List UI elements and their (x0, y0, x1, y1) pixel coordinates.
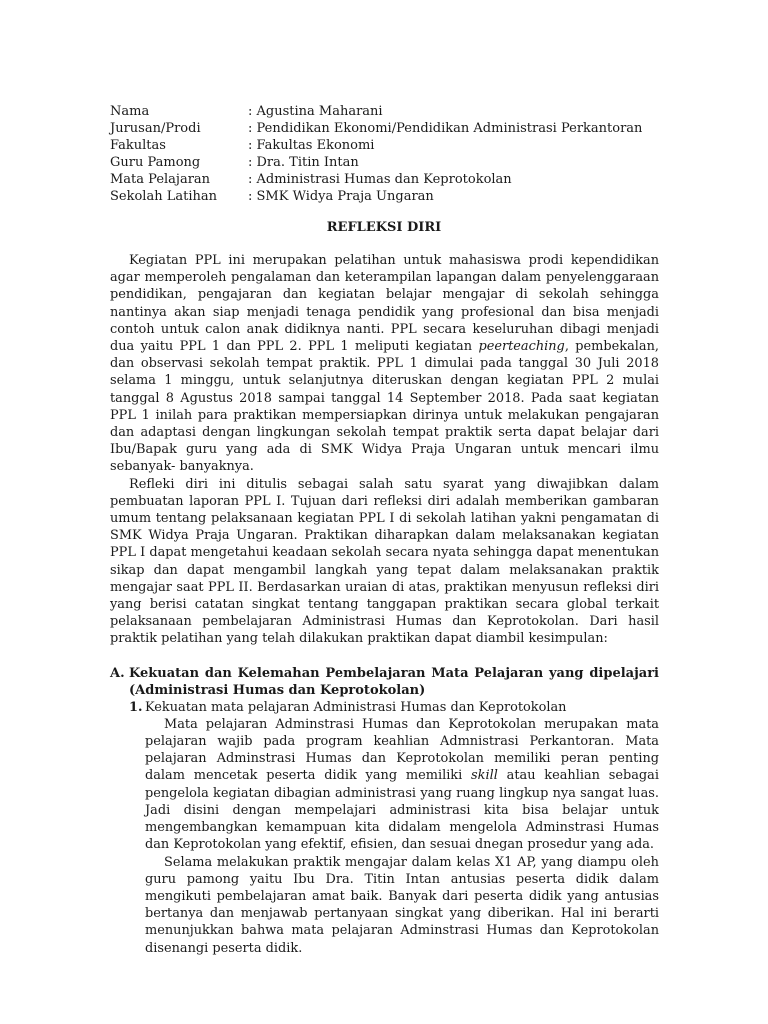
meta-label: Jurusan/Prodi (110, 121, 201, 136)
document-body (110, 252, 659, 957)
meta-value: : Agustina Maharani (248, 104, 383, 119)
meta-label: Guru Pamong (110, 155, 201, 170)
paragraph-2: Refleki diri ini ditulis sebagai salah satu syarat yang diwajibkan dalam pembuatan laporan PPL I. Tujuan dari refleksi diri adalah memberikan gambaran umum tentang pelaksanaan kegiatan PPL I di sekolah latihan yakni pengamatan di SMK Widya Praja Ungaran. Praktikan diharapkan dalam melaksanakan kegiatan PPL I dapat mengetahui keadaan sekolah secara nyata sehingga dapat menentukan sikap dan dapat mengambil langkah yang tepat dalam melaksanakan praktik mengajar saat PPL II. Berdasarkan uraian di atas, praktikan menyusun refleksi diri yang berisi catatan singkat tentang tanggapan praktikan secara global terkait pelaksanaan pembelajaran Administrasi Humas dan Keprotokolan. Dari hasil praktik pelatihan yang telah dilakukan praktikan dapat diambil kesimpulan: (110, 476, 659, 647)
meta-label: Fakultas (110, 138, 166, 153)
section-a-letter: A. (110, 665, 125, 681)
subsection-1-paragraph-1-text-a: Mata pelajaran Adminstrasi Humas dan Keprotokolan merupakan mata pelajaran wajib pada program keahlian Admnistrasi Perkantoran. Mata pelajaran Adminstrasi Humas dan Keprotokolan memiliki peran penting dalam mencetak peserta didik yang memiliki (145, 716, 659, 784)
subsection-1-body (145, 716, 659, 957)
meta-value: : Pendidikan Ekonomi/Pendidikan Administrasi Perkantoran (248, 121, 643, 136)
meta-value: : SMK Widya Praja Ungaran (248, 189, 434, 204)
meta-label: Sekolah Latihan (110, 189, 217, 204)
subsection-1-paragraph-1-text-b: atau keahlian sebagai pengelola kegiatan dibagian administrasi yang ruang lingkup nya sangat luas. Jadi disini dengan mempelajari administrasi kita bisa belajar untuk mengembangkan kemampuan kita didalam mengelola Adminstrasi Humas dan Keprotokolan yang efektif, efisien, dan sesuai dnegan prosedur yang ada. (145, 768, 659, 853)
subsection-1-paragraph-2: Selama melakukan praktik mengajar dalam kelas X1 AP, yang diampu oleh guru pamong yaitu Ibu Dra. Titin Intan antusias peserta didik dalam mengikuti pembelajaran amat baik. Banyak dari peserta didik yang antusias bertanya dan menjawab pertanyaan singkat yang diberikan. Hal ini berarti menunjukkan bahwa mata pelajaran Adminstrasi Humas dan Keprotokolan disenangi peserta didik. (145, 854, 659, 956)
meta-label: Nama (110, 104, 150, 119)
subsection-1-paragraph-1-italic: skill (471, 768, 498, 784)
subsection-1-heading (129, 699, 659, 716)
meta-row-jurusan (110, 120, 642, 137)
paragraph-1 (110, 252, 659, 476)
meta-value: : Dra. Titin Intan (248, 155, 359, 170)
section-a-heading (110, 665, 659, 699)
paragraph-1-text-a: Kegiatan PPL ini merupakan pelatihan untuk mahasiswa prodi kependidikan agar memperoleh pengalaman dan keterampilan lapangan dalam penyelenggaraan pendidikan, pengajaran dan kegiatan belajar mengajar di sekolah sehingga nantinya akan siap menjadi tenaga pendidik yang profesional dan bisa menjadi contoh untuk calon anak didiknya nanti. PPL secara keseluruhan dibagi menjadi dua yaitu PPL 1 dan PPL 2. PPL 1 meliputi kegiatan (110, 253, 659, 355)
meta-value: : Fakultas Ekonomi (248, 138, 375, 153)
subsection-1-paragraph-1 (145, 716, 659, 854)
paragraph-1-italic: peerteaching (478, 339, 565, 355)
document-title: REFLEKSI DIRI (326, 220, 442, 235)
meta-label: Mata Pelajaran (110, 172, 211, 187)
subsection-1-number: 1. (129, 699, 143, 715)
meta-value: : Administrasi Humas dan Keprotokolan (248, 172, 512, 187)
meta-row-sekolah (110, 188, 642, 205)
meta-row-mata-pelajaran (110, 171, 642, 188)
subsection-1-title: Kekuatan mata pelajaran Administrasi Humas dan Keprotokolan (145, 699, 567, 715)
section-a (110, 665, 659, 957)
meta-row-guru-pamong (110, 154, 642, 171)
paragraph-1-text-b: , pembekalan, dan observasi sekolah tempat praktik. PPL 1 dimulai pada tanggal 30 Juli 2018 selama 1 minggu, untuk selanjutnya diteruskan dengan kegiatan PPL 2 mulai tanggal 8 Agustus 2018 sampai tanggal 14 September 2018. Pada saat kegiatan PPL 1 inilah para praktikan mempersiapkan dirinya untuk melakukan pengajaran dan adaptasi dengan lingkungan sekolah tempat praktik serta dapat belajar dari Ibu/Bapak guru yang ada di SMK Widya Praja Ungaran untuk mencari ilmu sebanyak- banyaknya. (110, 339, 659, 475)
meta-row-nama (110, 103, 642, 120)
identity-block (110, 103, 642, 205)
section-a-heading-text: Kekuatan dan Kelemahan Pembelajaran Mata Pelajaran yang dipelajari (Administrasi Humas dan Keprotokolan) (129, 665, 659, 698)
meta-row-fakultas (110, 137, 642, 154)
